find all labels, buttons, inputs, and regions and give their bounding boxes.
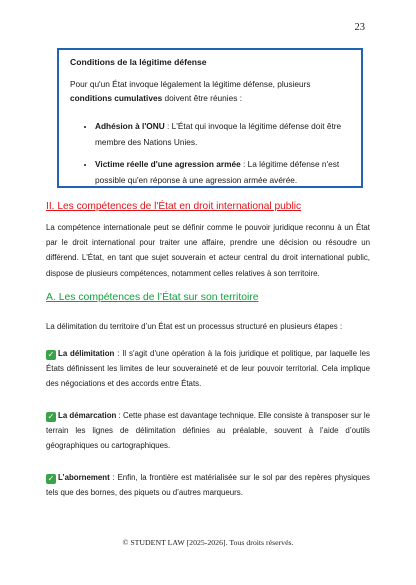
step-text: : Cette phase est davantage technique. Elle consiste à transposer sur le terrain les lignes de délimitation définies au préalable, souvent à l’aide d’outils géographiques ou cartographiques. (46, 411, 371, 451)
footer-copyright: © STUDENT LAW [2025-2026]. Tous droits réservés. (122, 538, 294, 547)
subsection-intro: La délimitation du territoire d’un État est un processus structuré en plusieurs étapes : (46, 322, 343, 331)
box-intro-end: doivent être réunies : (162, 92, 243, 103)
condition-item-agression (95, 156, 350, 188)
box-intro-bold: conditions cumulatives (70, 92, 163, 103)
box-title: Conditions de la légitime défense (70, 57, 207, 67)
step-label: La démarcation (58, 411, 117, 420)
page-number: 23 (354, 22, 365, 33)
step-delimitation (46, 346, 370, 392)
step-text: : Enfin, la frontière est matérialisée sur le sol par des repères physiques tels que des bornes, des piquets ou d’autres marqueurs. (46, 473, 370, 498)
subsection-heading: A. Les compétences de l’État sur son territoire (46, 292, 259, 303)
check-mark-icon: ✓ (47, 474, 55, 483)
box-intro-text: Pour qu'un État invoque légalement la légitime défense, plusieurs (70, 79, 311, 89)
step-demarcation (46, 408, 370, 454)
condition-label: Adhésion à l'ONU (95, 121, 165, 131)
box-intro (70, 78, 350, 105)
section-paragraph: La compétence internationale peut se définir comme le pouvoir juridique reconnu à un État par le droit international pour traiter une affaire, prendre une décision ou résoudre un différend. L'État, en tant que sujet souverain et acteur central du droit international public, dispose de plusieurs compétences, notamment celles relatives à son territoire. (46, 223, 370, 278)
step-label: L’abornement (58, 473, 110, 482)
step-text: : Il s'agit d'une opération à la fois juridique et politique, par laquelle les États définissent les limites de leur souveraineté et de leur pouvoir territorial. Cela implique des négociations et des accords entre États. (46, 349, 370, 389)
condition-label: Victime réelle d'une agression armée (95, 159, 241, 169)
step-abornement (46, 470, 370, 500)
check-mark-icon: ✓ (47, 350, 55, 359)
section-heading: II. Les compétences de l'État en droit international public (46, 201, 302, 212)
condition-item-onu (95, 118, 350, 150)
step-label: La délimitation (58, 349, 115, 358)
check-mark-icon: ✓ (47, 412, 55, 421)
condition-text: : L'État qui invoque la légitime défense doit être membre des Nations Unies. (95, 121, 342, 147)
conditions-list (70, 118, 350, 188)
conditions-box (57, 48, 363, 188)
condition-text: : La légitime défense n'est possible qu'en réponse à une agression armée avérée. (95, 159, 340, 185)
